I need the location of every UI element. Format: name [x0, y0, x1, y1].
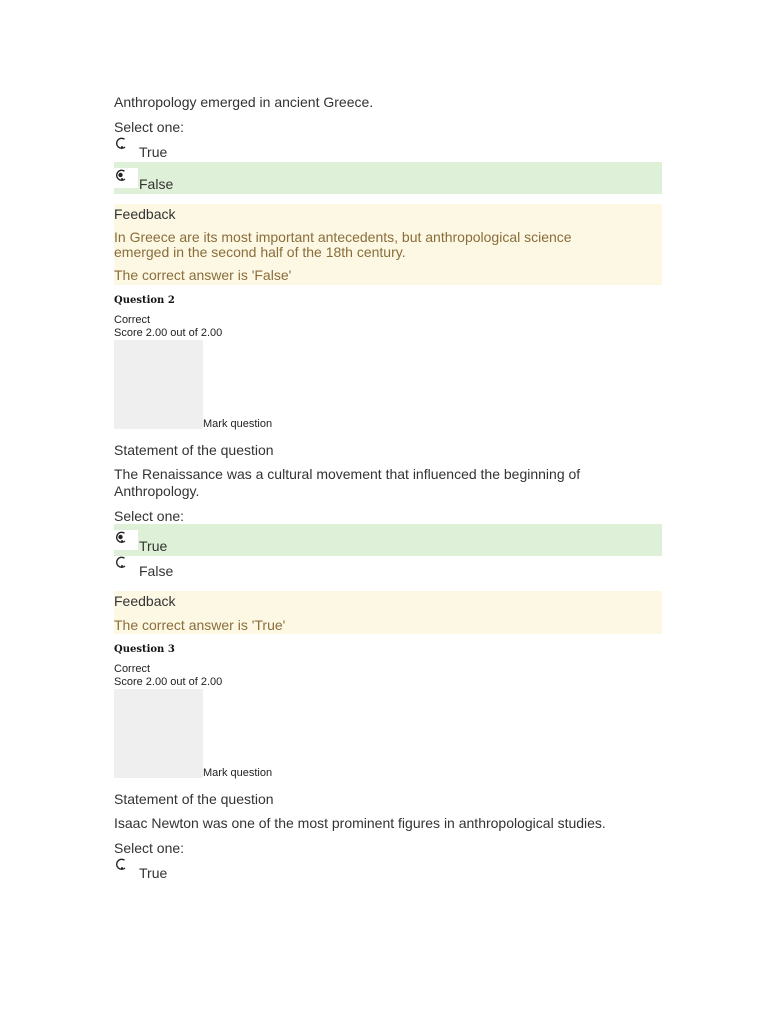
question-2-option-false-label: False: [139, 563, 174, 579]
question-1: [114, 94, 662, 285]
question-3-status: Correct: [114, 663, 151, 675]
mark-question-link[interactable]: Mark question: [203, 767, 273, 779]
question-3-option-true-label: True: [139, 865, 168, 881]
question-3-option-true[interactable]: [114, 851, 662, 883]
question-2-select-label: Select one:: [114, 508, 185, 524]
question-1-statement: Anthropology emerged in ancient Greece.: [114, 94, 374, 110]
question-2-status: Correct: [114, 314, 151, 326]
quiz-review-page: [114, 94, 662, 883]
feedback-text: In Greece are its most important antecedents, but anthropological science emerged in the second half of the 18th century.: [114, 229, 572, 260]
question-2-score: Score 2.00 out of 2.00: [114, 327, 223, 339]
question-3-flag[interactable]: [114, 689, 662, 779]
mark-question-link[interactable]: Mark question: [203, 418, 273, 430]
correct-answer-text: The correct answer is 'False': [114, 267, 292, 283]
question-2-heading: Question 2: [114, 295, 175, 306]
question-2-option-false[interactable]: [114, 549, 662, 581]
question-2-flag[interactable]: [114, 340, 662, 430]
question-3-heading: Question 3: [114, 644, 175, 655]
question-1-option-false-label: False: [139, 176, 174, 192]
question-1-select-label: Select one:: [114, 119, 185, 135]
question-3-score: Score 2.00 out of 2.00: [114, 676, 223, 688]
question-1-option-false[interactable]: [114, 162, 662, 194]
feedback-heading: Feedback: [114, 593, 176, 609]
question-3-statement-label: Statement of the question: [114, 791, 274, 807]
question-1-feedback: [114, 204, 662, 285]
flag-image-placeholder[interactable]: [114, 689, 203, 778]
question-2: [114, 295, 662, 634]
radio-unchecked-icon[interactable]: [114, 136, 138, 156]
question-2-statement: The Renaissance was a cultural movement that influenced the beginning of Anthropology.: [114, 466, 581, 499]
radio-checked-icon[interactable]: [114, 168, 138, 188]
radio-unchecked-icon[interactable]: [114, 555, 138, 575]
flag-image-placeholder[interactable]: [114, 340, 203, 429]
question-3-select-label: Select one:: [114, 840, 185, 856]
question-2-option-true-label: True: [139, 538, 168, 554]
feedback-heading: Feedback: [114, 206, 176, 222]
correct-answer-text: The correct answer is 'True': [114, 617, 286, 633]
radio-unchecked-icon[interactable]: [114, 857, 138, 877]
question-2-statement-label: Statement of the question: [114, 442, 274, 458]
question-1-option-true-label: True: [139, 144, 168, 160]
question-3: [114, 644, 662, 883]
radio-checked-icon[interactable]: [114, 530, 138, 550]
question-2-feedback: [114, 591, 662, 634]
question-1-option-true[interactable]: [114, 130, 662, 162]
question-3-statement: Isaac Newton was one of the most prominent figures in anthropological studies.: [114, 815, 606, 831]
